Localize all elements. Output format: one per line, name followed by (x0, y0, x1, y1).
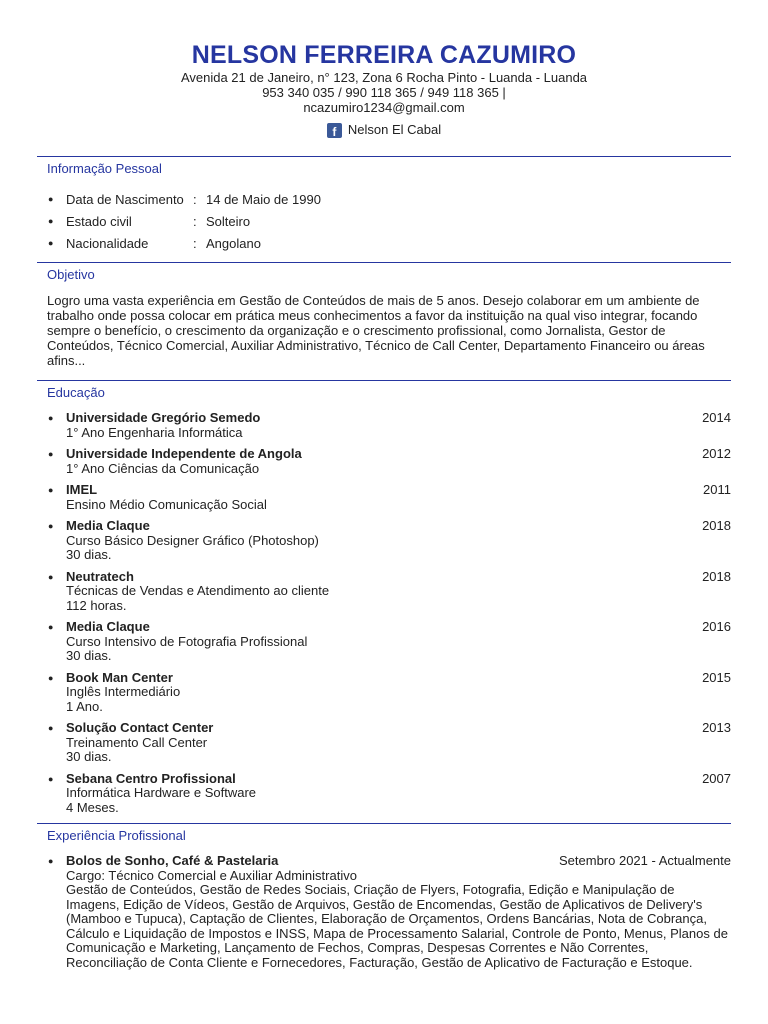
bullet: ● (48, 773, 54, 784)
education-duration: 112 horas. (66, 597, 127, 613)
section-title-personal: Informação Pessoal (47, 161, 162, 176)
education-duration: 1 Ano. (66, 698, 103, 714)
personal-label: Data de Nascimento (66, 192, 184, 207)
education-institution: Media Claque (66, 518, 150, 533)
education-duration: 30 dias. (66, 648, 112, 663)
bullet: ● (48, 622, 54, 632)
education-course: Curso Intensivo de Fotografia Profissional (66, 633, 308, 649)
education-item (37, 721, 731, 765)
address: Avenida 21 de Janeiro, n° 123, Zona 6 Rocha Pinto - Luanda - Luanda (180, 70, 588, 85)
education-year: 2012 (702, 446, 731, 461)
education-duration: 30 dias. (66, 749, 112, 764)
education-item (37, 570, 731, 614)
education-course: Treinamento Call Center (66, 734, 208, 750)
education-list (37, 411, 731, 815)
education-item (37, 519, 731, 563)
separator: : (193, 214, 197, 229)
education-institution: Media Claque (66, 619, 150, 634)
resume-header (0, 0, 768, 138)
bullet: ● (48, 672, 54, 683)
education-course: 1° Ano Engenharia Informática (66, 424, 243, 440)
bullet: ● (48, 216, 54, 226)
personal-label: Estado civil (66, 214, 132, 229)
education-year: 2014 (702, 410, 731, 425)
bullet: ● (48, 723, 54, 733)
experience-company: Bolos de Sonho, Café & Pastelaria (66, 853, 279, 868)
education-institution: IMEL (66, 482, 98, 497)
facebook-name: Nelson El Cabal (347, 122, 442, 137)
education-item (37, 483, 731, 512)
experience-item (37, 854, 731, 970)
experience-role: Cargo: Técnico Comercial e Auxiliar Administrativo (66, 867, 357, 883)
bullet: ● (48, 485, 54, 495)
bullet: ● (48, 521, 54, 531)
bullet: ● (48, 449, 54, 459)
section-title-objective: Objetivo (47, 267, 95, 282)
education-year: 2016 (702, 619, 731, 634)
facebook-contact (0, 122, 768, 138)
email: ncazumiro1234@gmail.com (303, 100, 465, 115)
education-duration: 4 Meses. (66, 799, 119, 815)
education-course: Ensino Médio Comunicação Social (66, 496, 267, 512)
facebook-icon: f (327, 123, 342, 138)
section-education (37, 380, 731, 815)
education-course: 1° Ano Ciências da Comunicação (66, 460, 260, 476)
section-title-education: Educação (47, 385, 105, 400)
phone-numbers: 953 340 035 / 990 118 365 / 949 118 365 | (262, 85, 506, 100)
education-year: 2018 (702, 568, 731, 584)
personal-item-civil-status (37, 214, 731, 236)
education-course: Técnicas de Vendas e Atendimento ao cliente (66, 583, 330, 598)
education-institution: Book Man Center (66, 669, 173, 685)
section-title-experience: Experiência Profissional (47, 828, 186, 843)
experience-list (37, 854, 731, 970)
separator: : (193, 236, 197, 251)
experience-period: Setembro 2021 - Actualmente (559, 853, 731, 868)
education-item (37, 772, 731, 816)
candidate-name: NELSON FERREIRA CAZUMIRO (191, 41, 577, 69)
education-course: Curso Básico Designer Gráfico (Photoshop) (66, 532, 319, 548)
personal-value: 14 de Maio de 1990 (206, 192, 321, 207)
personal-value: Solteiro (206, 214, 251, 229)
personal-label: Nacionalidade (66, 236, 149, 251)
education-institution: Universidade Independente de Angola (66, 446, 302, 461)
personal-item-birthdate (37, 192, 731, 214)
education-institution: Sebana Centro Profissional (66, 770, 236, 786)
education-institution: Solução Contact Center (66, 720, 214, 735)
education-item (37, 620, 731, 664)
personal-info-list (37, 192, 731, 258)
bullet: ● (48, 238, 54, 248)
bullet: ● (48, 194, 54, 204)
education-item (37, 671, 731, 715)
education-item (37, 447, 731, 476)
objective-text: Logro uma vasta experiência em Gestão de Conteúdos de mais de 5 anos. Desejo colaborar em um ambiente de trabalho onde possa colocar em prática meus conhecimentos a favor da instituição na qual viso integrar, focando sempre o benefício, o crescimento da organização e o crescimento profissional, como Jornalista, Gestor de Conteúdos, Técnico Comercial, Auxiliar Administrativo, Técnico de Call Center, Departamento Financeiro ou áreas afins... (47, 293, 705, 368)
section-experience (37, 823, 731, 970)
education-duration: 30 dias. (66, 547, 112, 562)
education-institution: Neutratech (66, 568, 134, 584)
bullet: ● (48, 413, 54, 423)
education-institution: Universidade Gregório Semedo (66, 410, 261, 425)
separator: : (193, 192, 197, 207)
bullet: ● (48, 856, 54, 866)
education-item (37, 411, 731, 440)
education-course: Informática Hardware e Software (66, 785, 257, 800)
bullet: ● (48, 571, 54, 582)
personal-value: Angolano (206, 236, 261, 251)
experience-tasks: Gestão de Conteúdos, Gestão de Redes Sociais, Criação de Flyers, Fotografia, Edição e Manipulação de Imagens, Edição de Vídeos, Gestão de Arquivos, Gestão de Encomendas, Gestão de Aplicativos de Delivery's (Mamboo e Tupuca), Captação de Clientes, Elaboração de Orçamentos, Ordens Bancárias, Nota de Cobrança, Cálculo e Liquidação de Impostos e INSS, Mapa de Processamento Salarial, Controle de Ponto, Menus, Planos de Comunicação e Marketing, Lançamento de Fechos, Compras, Despesas Correntes e Não Correntes, Reconciliação de Conta Cliente e Fornecedores, Facturação, Gestão de Aplicativo de Facturação e Estoque. (66, 882, 728, 970)
education-course: Inglês Intermediário (66, 684, 181, 699)
section-objective (37, 262, 731, 368)
education-year: 2015 (702, 669, 731, 685)
section-personal-info (37, 156, 731, 258)
education-year: 2013 (702, 720, 731, 735)
personal-item-nationality (37, 236, 731, 258)
education-year: 2007 (702, 770, 731, 786)
education-year: 2018 (702, 518, 731, 533)
education-year: 2011 (703, 482, 731, 497)
